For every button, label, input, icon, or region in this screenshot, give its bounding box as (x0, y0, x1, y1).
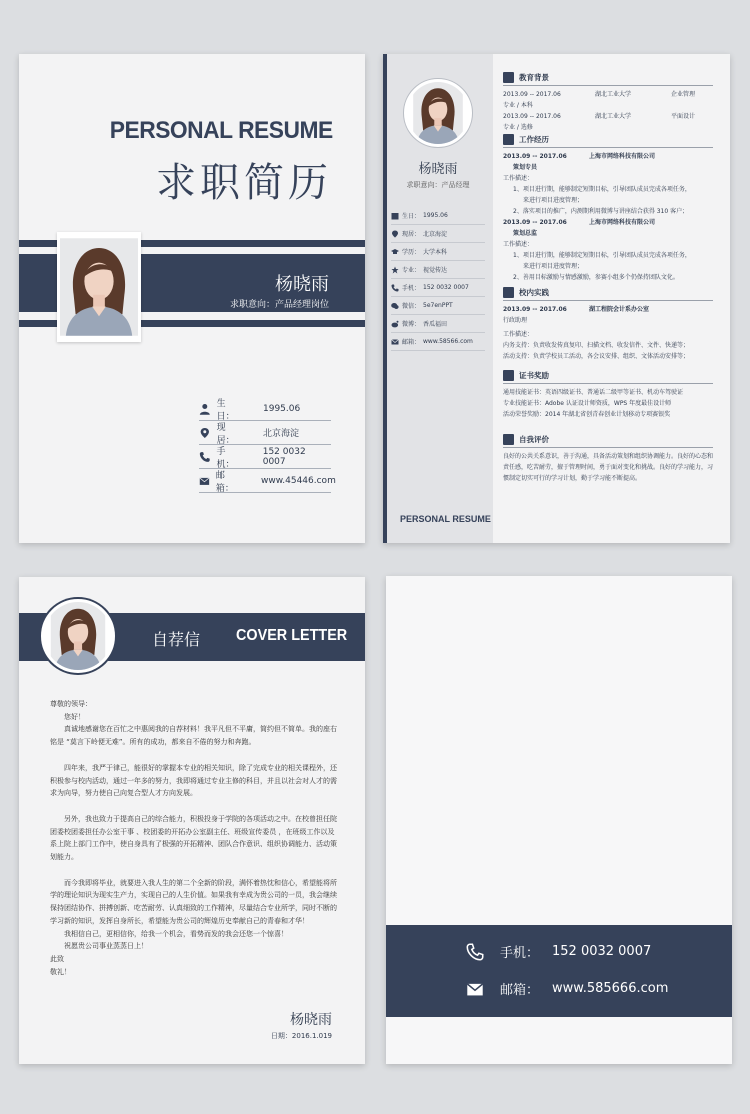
cert-item: 通用技能证书：英语四级证书、普通话二级甲等证书、机动车驾驶证 (503, 389, 684, 396)
sidebar-info-row (391, 297, 485, 315)
letter-greeting: 尊敬的领导： (50, 700, 92, 708)
sidebar-info-row (391, 333, 485, 351)
star-icon (391, 266, 399, 274)
work-period: 2013.09 -- 2017.06 (503, 219, 567, 226)
sidebar-info-row (391, 225, 485, 243)
sidebar-label: 邮箱： (402, 339, 421, 346)
sidebar-value: 香瓜福田 (423, 321, 448, 328)
phone-icon (466, 943, 484, 961)
graduation-icon (503, 72, 514, 83)
wechat-icon (391, 302, 399, 310)
work-role: 策划总监 (513, 230, 538, 237)
contact-phone: 152 0032 0007 (552, 944, 652, 959)
work-desc-label: 工作描述： (503, 175, 534, 182)
section-self (503, 434, 713, 448)
section-education (503, 72, 713, 86)
edu-major: 企业管理 (671, 91, 696, 98)
campus-header (503, 304, 713, 315)
section-title: 证书奖励 (519, 371, 549, 380)
cover-info-list (199, 397, 336, 494)
info-value: 152 0032 0007 (262, 446, 306, 467)
self-evaluation-text: 良好的公共关系意识，善于沟通，具备活动策划和组织协调能力。良好的心态和责任感，吃苦耐劳，擅于管理时间，勇于面对变化和挑战。良好的学习能力，习惯制定切实可行的学习计划，勤于学习能不断提高。 (503, 453, 714, 482)
briefcase-icon (503, 134, 514, 145)
work-desc-label: 工作描述： (503, 241, 534, 248)
cover-letter-title-cn: 自荐信 (152, 630, 201, 649)
sidebar-value: 1995.06 (423, 212, 448, 219)
work-company: 上海市网络科技有限公司 (589, 219, 656, 226)
work-header (503, 151, 713, 162)
cert-item: 专业技能证书：Adobe 认证设计师资质，WPS 年度最佳设计师 (503, 400, 672, 407)
cover-title-en: PERSONAL RESUME (109, 117, 333, 144)
edu-school: 湖北工业大学 (595, 91, 632, 98)
sidebar-value: www.58566.com (423, 338, 473, 345)
sidebar-info-row (391, 207, 485, 225)
contact-row-phone (466, 942, 651, 961)
resume-footer-title: PERSONAL RESUME (400, 514, 491, 524)
weibo-icon (391, 320, 399, 328)
work-role: 策划专员 (513, 164, 538, 171)
sidebar-value: 大学本科 (423, 249, 448, 256)
edu-period: 2013.09 -- 2017.06 (503, 91, 561, 98)
resume-main-content (503, 72, 713, 484)
cert-item: 活动荣誉奖励：2014 年湖北省创青春创业计划移动专项赛银奖 (503, 411, 671, 418)
sidebar-label: 生日： (402, 213, 421, 220)
campus-org: 湖工程院会计系办公室 (589, 306, 650, 313)
profile-photo (41, 599, 115, 673)
letter-paragraph: 真诚地感谢您在百忙之中惠阅我的自荐材料！我平凡但不平庸，简约但不简单。我的座右铭是 “莫言下岭便无难”。所有的成功，都来自不倦的努力和奔跑。 (50, 725, 337, 747)
edu-period: 2013.09 -- 2017.06 (503, 113, 561, 120)
work-item: 2、落实项目的推广，内测期利用微博与讲座结合获得 310 客户； (513, 208, 689, 215)
info-value: 1995.06 (263, 403, 301, 414)
letter-closing: 此致 (50, 954, 64, 963)
sidebar-value: 视觉传达 (423, 267, 448, 274)
section-cert (503, 370, 713, 384)
graduation-icon (391, 248, 399, 256)
person-icon (199, 402, 211, 416)
job-intent: 求职意向：产品经理 (406, 181, 470, 189)
info-label: 邮箱： (215, 470, 234, 494)
info-row-location (199, 421, 331, 445)
calendar-icon (391, 212, 399, 220)
sidebar-label: 微信： (402, 303, 421, 310)
mail-icon (466, 980, 484, 998)
location-icon (391, 230, 399, 238)
sidebar-info-row (391, 243, 485, 261)
work-item: 来进行项目进度管理； (523, 263, 584, 270)
sidebar-label: 现居： (402, 231, 421, 238)
sidebar-info-row (391, 315, 485, 333)
edu-major: 平面设计 (671, 113, 696, 120)
section-title: 自我评价 (519, 435, 549, 444)
letter-paragraph: 四年来，我严于律己，能很好的掌握本专业的相关知识，除了完成专业的相关课程外，还积极参与校内活动，通过一年多的努力，我即将通过专业主修的科目，并且以社会对人才的需求为向导，努力使自己向复合型人才方向发展。 (50, 763, 337, 798)
section-campus (503, 287, 713, 301)
sidebar-label: 专业： (402, 267, 421, 274)
edu-row (503, 89, 713, 100)
contact-band (386, 925, 732, 1017)
info-label: 手机： (216, 446, 235, 470)
profile-photo (57, 232, 141, 342)
sidebar-info-row (391, 261, 485, 279)
sidebar-value: 5e7enPPT (423, 302, 453, 309)
section-work (503, 134, 713, 148)
info-label: 现居： (216, 422, 235, 446)
letter-signature: 杨晓雨 (290, 1012, 332, 1028)
cover-letter-body (50, 698, 340, 978)
sidebar-value: 北京海淀 (423, 231, 448, 238)
work-item: 2、善用目标激励与情感激励，参赛小组多个仍保持团队文化。 (513, 274, 679, 281)
edu-degree: 专业 / 选修 (503, 124, 533, 131)
contact-label: 手机： (500, 946, 540, 961)
work-item: 1、项目进行期，能够制定短期目标，引导团队成员完成各项任务， (513, 186, 691, 193)
letter-hello: 您好！ (64, 712, 85, 721)
info-value: 北京海淀 (263, 429, 300, 439)
info-row-birthday (199, 397, 331, 421)
letter-closing: 祝愿贵公司事业蒸蒸日上！ (64, 942, 148, 951)
campus-item: 内务支持：负责收发传真复印、扫描文档、收发信件、文件、快递等； (503, 342, 690, 349)
edu-degree: 专业 / 本科 (503, 102, 533, 109)
cover-letter-page (19, 577, 365, 1064)
phone-icon (199, 450, 211, 464)
resume-cover-page (19, 54, 365, 543)
edu-school: 湖北工业大学 (595, 113, 632, 120)
contact-label: 邮箱： (500, 983, 540, 998)
cover-letter-title-en: COVER LETTER (236, 627, 348, 644)
letter-paragraph: 而今我即将毕业，就要进入我人生的第二个全新的阶段，满怀着热忱和信心，希望能将所学的理论知识为现实生产力，实现自己的人生价值。如果我有幸成为贵公司的一员，我会继续保持团结协作、拼搏创新、吃苦耐劳、认真细致的工作精神，尽量结合专业所学，同时不断的学习新的知识，发挥自身所长，希望能为贵公司的辉煌历史奉献自己的青春和才华！ (50, 878, 337, 925)
campus-role: 行政助理 (503, 317, 528, 324)
work-period: 2013.09 -- 2017.06 (503, 153, 567, 160)
candidate-name: 杨晓雨 (275, 274, 329, 295)
cover-title-cn: 求职简历 (156, 160, 332, 206)
campus-period: 2013.09 -- 2017.06 (503, 306, 567, 313)
edu-row (503, 111, 713, 122)
phone-icon (391, 284, 399, 292)
contact-row-mail (466, 979, 668, 998)
location-icon (199, 426, 211, 440)
info-label: 生日： (216, 398, 235, 422)
section-title: 工作经历 (519, 135, 549, 144)
sidebar-label: 微博： (402, 321, 421, 328)
profile-photo (404, 79, 472, 147)
info-value: www.45446.com (261, 475, 336, 486)
campus-desc-label: 工作描述： (503, 331, 534, 338)
letter-closing: 敬礼！ (50, 967, 71, 976)
work-item: 来进行项目进度管理； (523, 197, 584, 204)
campus-item: 活动支持：负责学校员工活动，各会议安排、组织、文体活动安排等； (503, 353, 690, 360)
work-header (503, 217, 713, 228)
work-company: 上海市网络科技有限公司 (589, 153, 656, 160)
work-item: 1、项目进行期，能够制定短期目标，引导团队成员完成各项任务， (513, 252, 691, 259)
letter-paragraph: 另外，我也致力于提高自己的综合能力，积极投身于学院的各项活动之中。在校曾担任院团委校团委担任办公室干事 、校团委的开拓办公室副主任、班级宣传委员 ，在班级工作以及系上院上部门工作中，使自身具有了极强的开拓精神、团队合作意识、组织协调能力、活动策划能力。 (50, 814, 337, 862)
contact-mail: www.585666.com (552, 981, 669, 996)
flag-icon (503, 287, 514, 298)
sidebar-label: 学历： (402, 249, 421, 256)
section-title: 校内实践 (519, 288, 549, 297)
candidate-name: 杨晓雨 (418, 162, 458, 177)
sidebar-info-row (391, 279, 485, 297)
letter-date: 日期：2016.1.019 (270, 1032, 332, 1040)
section-title: 教育背景 (519, 73, 549, 82)
info-row-phone (199, 445, 331, 469)
mail-icon (391, 338, 399, 346)
sidebar-label: 手机： (402, 285, 421, 292)
info-row-mail (199, 469, 336, 494)
sidebar-value: 152 0032 0007 (423, 284, 469, 291)
resume-detail-page (383, 54, 730, 543)
award-icon (503, 370, 514, 381)
job-intent: 求职意向：产品经理岗位 (229, 300, 329, 310)
mail-icon (199, 474, 210, 488)
back-cover-page (386, 576, 732, 1064)
user-icon (503, 434, 514, 445)
letter-closing: 我相信自己，更相信你，给我一个机会，看势而发的我会还您一个惊喜！ (64, 929, 288, 938)
sidebar-info-list (391, 207, 485, 351)
